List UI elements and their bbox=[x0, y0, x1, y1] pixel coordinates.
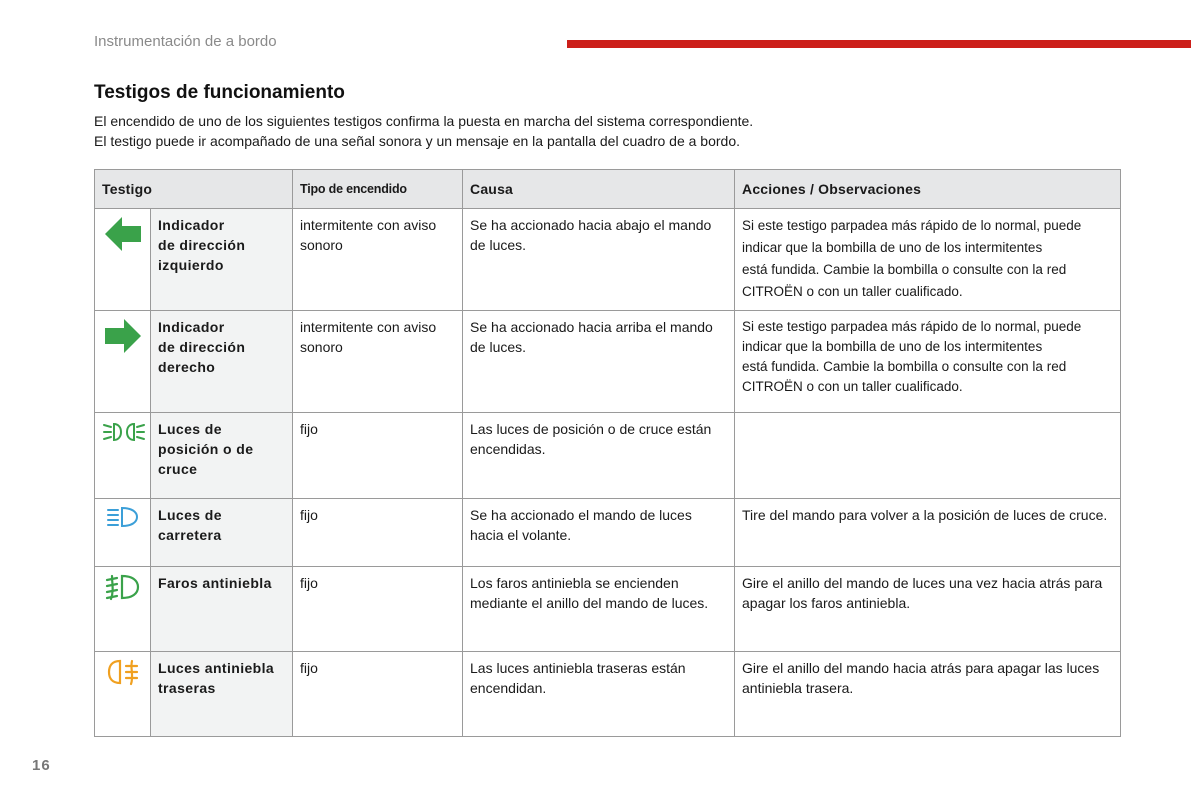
tipo-cell: fijo bbox=[293, 499, 463, 567]
causa-cell: Se ha accionado el mando de luces hacia el volante. bbox=[463, 499, 735, 567]
header-accent-bar bbox=[567, 40, 1191, 48]
tipo-cell: fijo bbox=[293, 652, 463, 737]
page-number: 16 bbox=[32, 757, 51, 774]
testigo-name-line: Luces de bbox=[158, 421, 222, 437]
testigo-name-line: Indicador bbox=[158, 319, 225, 335]
rear-fog-lamp-icon bbox=[107, 658, 139, 686]
table-header-row bbox=[95, 170, 1121, 209]
testigo-name bbox=[151, 499, 293, 567]
table-row bbox=[95, 311, 1121, 413]
causa-cell: Se ha accionado hacia abajo el mando de luces. bbox=[463, 209, 735, 311]
icon-cell bbox=[95, 413, 151, 499]
tipo-cell: intermitente con aviso sonoro bbox=[293, 311, 463, 413]
tipo-cell: intermitente con aviso sonoro bbox=[293, 209, 463, 311]
running-header: Instrumentación de a bordo bbox=[94, 33, 277, 50]
causa-cell: Las luces de posición o de cruce están encendidas. bbox=[463, 413, 735, 499]
testigo-name-line: Indicador bbox=[158, 217, 225, 233]
icon-cell bbox=[95, 652, 151, 737]
acciones-cell: Gire el anillo del mando de luces una vez hacia atrás para apagar los faros antiniebla. bbox=[735, 567, 1121, 652]
intro-line: El encendido de uno de los siguientes testigos confirma la puesta en marcha del sistema correspondiente. bbox=[94, 113, 754, 129]
testigo-name-line: Luces de bbox=[158, 507, 222, 523]
testigo-name-line: de dirección bbox=[158, 237, 246, 253]
testigo-name-line: derecho bbox=[158, 359, 216, 375]
acciones-line: CITROËN o con un taller cualificado. bbox=[742, 379, 963, 394]
causa-cell: Las luces antiniebla traseras están encendidan. bbox=[463, 652, 735, 737]
intro-line: El testigo puede ir acompañado de una señal sonora y un mensaje en la pantalla del cuadro de a bordo. bbox=[94, 133, 741, 149]
header-acciones: Acciones / Observaciones bbox=[735, 170, 1121, 209]
acciones-line: Si este testigo parpadea más rápido de lo normal, puede bbox=[742, 218, 1082, 233]
testigo-name-line: cruce bbox=[158, 461, 198, 477]
acciones-line: CITROËN o con un taller cualificado. bbox=[742, 284, 963, 299]
icon-cell bbox=[95, 311, 151, 413]
testigo-name-line: Luces antiniebla bbox=[158, 660, 275, 676]
icon-cell bbox=[95, 209, 151, 311]
table-row bbox=[95, 652, 1121, 737]
causa-cell: Los faros antiniebla se encienden mediante el anillo del mando de luces. bbox=[463, 567, 735, 652]
icon-cell bbox=[95, 567, 151, 652]
header-testigo: Testigo bbox=[95, 170, 293, 209]
testigo-name bbox=[151, 311, 293, 413]
testigo-name-line: carretera bbox=[158, 527, 222, 543]
testigo-name-line: Faros antiniebla bbox=[158, 575, 272, 591]
header-tipo: Tipo de encendido bbox=[293, 170, 463, 209]
acciones-line: está fundida. Cambie la bombilla o consulte con la red bbox=[742, 262, 1067, 277]
testigo-name-line: de dirección bbox=[158, 339, 246, 355]
acciones-line: indicar que la bombilla de uno de los intermitentes bbox=[742, 339, 1043, 354]
position-dipped-lights-icon bbox=[102, 419, 146, 445]
testigo-name bbox=[151, 652, 293, 737]
testigo-name-line: traseras bbox=[158, 680, 216, 696]
icon-cell bbox=[95, 499, 151, 567]
acciones-cell: Tire del mando para volver a la posición de luces de cruce. bbox=[735, 499, 1121, 567]
table-row bbox=[95, 567, 1121, 652]
table-row bbox=[95, 413, 1121, 499]
right-arrow-indicator-icon bbox=[104, 317, 142, 355]
acciones-cell: Gire el anillo del mando hacia atrás para apagar las luces antiniebla trasera. bbox=[735, 652, 1121, 737]
main-beam-icon bbox=[106, 505, 140, 529]
causa-cell: Se ha accionado hacia arriba el mando de luces. bbox=[463, 311, 735, 413]
tipo-cell: fijo bbox=[293, 413, 463, 499]
testigo-name bbox=[151, 567, 293, 652]
header-causa: Causa bbox=[463, 170, 735, 209]
testigo-name bbox=[151, 209, 293, 311]
intro-text bbox=[94, 111, 753, 151]
acciones-cell bbox=[735, 209, 1121, 311]
table-row bbox=[95, 499, 1121, 567]
testigo-name-line: izquierdo bbox=[158, 257, 224, 273]
acciones-line: está fundida. Cambie la bombilla o consulte con la red bbox=[742, 359, 1067, 374]
warning-lights-table bbox=[94, 169, 1121, 737]
testigo-name bbox=[151, 413, 293, 499]
table-row bbox=[95, 209, 1121, 311]
left-arrow-indicator-icon bbox=[104, 215, 142, 253]
testigo-name-line: posición o de bbox=[158, 441, 254, 457]
acciones-line: Si este testigo parpadea más rápido de lo normal, puede bbox=[742, 319, 1082, 334]
acciones-cell bbox=[735, 413, 1121, 499]
section-title: Testigos de funcionamiento bbox=[94, 82, 345, 103]
acciones-cell bbox=[735, 311, 1121, 413]
front-fog-lamp-icon bbox=[105, 573, 141, 601]
acciones-line: indicar que la bombilla de uno de los intermitentes bbox=[742, 240, 1043, 255]
tipo-cell: fijo bbox=[293, 567, 463, 652]
